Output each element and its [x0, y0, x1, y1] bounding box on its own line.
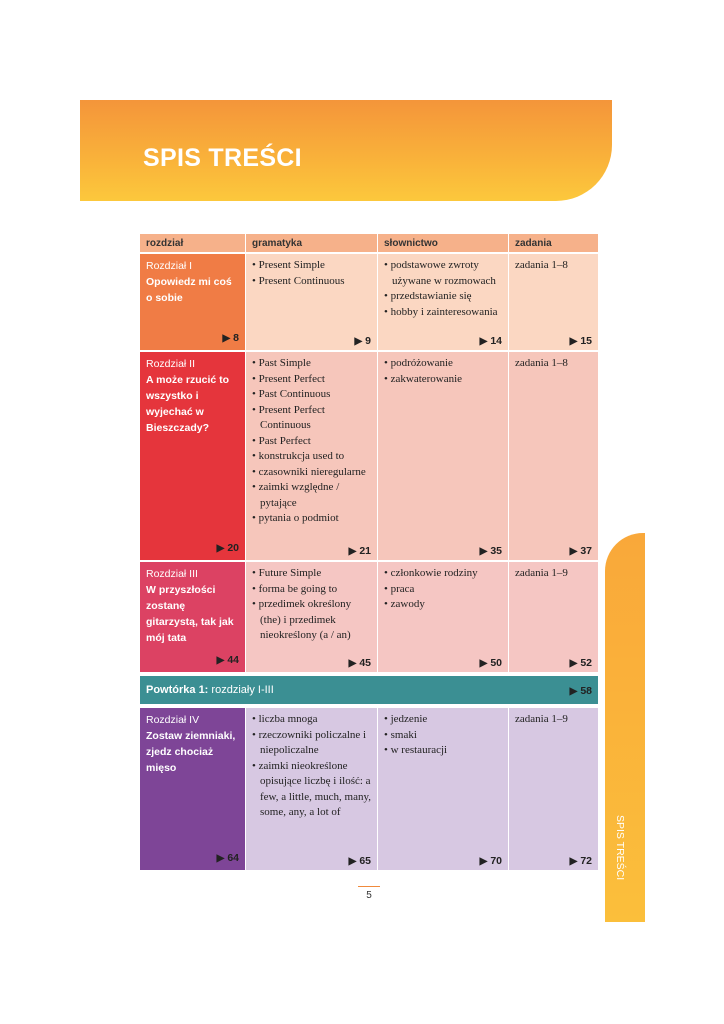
list-item: • przedimek określony (the) i przedimek nieokreślony (a / an)	[252, 597, 371, 644]
chapter-title: Opowiedz mi coś o sobie	[146, 276, 232, 304]
play-arrow-icon: ▶	[222, 333, 231, 344]
page-ref: ▶ 58	[569, 685, 592, 697]
chapter-label: Rozdział III	[146, 568, 198, 580]
list-item: • Present Continuous	[252, 274, 371, 290]
play-arrow-icon: ▶	[479, 546, 488, 557]
page-ref: ▶ 9	[354, 335, 371, 347]
play-arrow-icon: ▶	[348, 546, 357, 557]
chapter-row	[140, 708, 598, 872]
play-arrow-icon: ▶	[216, 543, 225, 554]
tasks-text: zadania 1–8	[515, 357, 568, 369]
list-item: • zaimki względne / pytające	[252, 480, 371, 511]
page-ref: ▶ 14	[479, 335, 502, 347]
tasks-cell	[509, 254, 598, 350]
page-ref: ▶ 15	[569, 335, 592, 347]
review-label-bold: Powtórka 1:	[146, 684, 209, 696]
page-ref: ▶ 52	[569, 657, 592, 669]
play-arrow-icon: ▶	[569, 686, 578, 697]
grammar-list	[252, 356, 371, 527]
page-ref: ▶ 37	[569, 545, 592, 557]
list-item: • członkowie rodziny	[384, 566, 502, 582]
header-band	[80, 100, 612, 201]
list-item: • liczba mnoga	[252, 712, 371, 728]
list-item: • zakwaterowanie	[384, 372, 502, 388]
chapter-title: A może rzucić to wszystko i wyjechać w Bieszczady?	[146, 374, 230, 434]
vocabulary-cell	[378, 254, 509, 350]
vocabulary-cell	[378, 562, 509, 672]
list-item: • przedstawianie się	[384, 289, 502, 305]
side-tab	[605, 533, 645, 922]
page-ref: ▶ 72	[569, 855, 592, 867]
page-ref: ▶ 50	[479, 657, 502, 669]
page-ref: ▶ 65	[348, 855, 371, 867]
list-item: • rzeczowniki policzalne i niepoliczalne	[252, 728, 371, 759]
play-arrow-icon: ▶	[354, 336, 363, 347]
page-ref: ▶ 21	[348, 545, 371, 557]
tasks-cell	[509, 352, 598, 560]
grammar-cell	[246, 708, 378, 870]
page-ref: ▶ 8	[222, 332, 239, 344]
chapter-row	[140, 352, 598, 562]
tasks-text: zadania 1–8	[515, 259, 568, 271]
page-ref: ▶ 35	[479, 545, 502, 557]
list-item: • pytania o podmiot	[252, 511, 371, 527]
list-item: • podstawowe zwroty używane w rozmowach	[384, 258, 502, 289]
grammar-list	[252, 258, 371, 289]
chapter-label: Rozdział I	[146, 260, 193, 272]
tasks-cell	[509, 708, 598, 870]
review-label: rozdziały I-III	[211, 684, 274, 696]
page-ref: ▶ 44	[216, 654, 239, 666]
list-item: • praca	[384, 582, 502, 598]
play-arrow-icon: ▶	[479, 336, 488, 347]
column-header-chapter: rozdział	[140, 234, 246, 252]
chapter-title: W przyszłości zostanę gitarzystą, tak jak mój tata	[146, 584, 234, 644]
list-item: • jedzenie	[384, 712, 502, 728]
chapter-title: Zostaw ziemniaki, zjedz chociaż mięso	[146, 730, 236, 774]
vocabulary-list	[384, 712, 502, 759]
vocabulary-cell	[378, 352, 509, 560]
review-row[interactable]	[140, 674, 598, 708]
list-item: • Past Continuous	[252, 387, 371, 403]
column-header-tasks: zadania	[515, 238, 552, 249]
grammar-list	[252, 566, 371, 644]
chapter-cell[interactable]	[140, 254, 246, 350]
chapter-label: Rozdział IV	[146, 714, 200, 726]
play-arrow-icon: ▶	[216, 853, 225, 864]
play-arrow-icon: ▶	[569, 856, 578, 867]
play-arrow-icon: ▶	[569, 546, 578, 557]
list-item: • Past Perfect	[252, 434, 371, 450]
tasks-text: zadania 1–9	[515, 567, 568, 579]
list-item: • Present Simple	[252, 258, 371, 274]
vocabulary-list	[384, 566, 502, 613]
chapter-cell[interactable]	[140, 708, 246, 870]
chapter-label: Rozdział II	[146, 358, 196, 370]
play-arrow-icon: ▶	[479, 856, 488, 867]
list-item: • smaki	[384, 728, 502, 744]
chapter-cell[interactable]	[140, 562, 246, 672]
play-arrow-icon: ▶	[569, 336, 578, 347]
play-arrow-icon: ▶	[348, 658, 357, 669]
grammar-list	[252, 712, 371, 821]
list-item: • forma be going to	[252, 582, 371, 598]
list-item: • konstrukcja used to	[252, 449, 371, 465]
page-ref: ▶ 20	[216, 542, 239, 554]
table-of-contents	[140, 234, 598, 872]
vocabulary-list	[384, 356, 502, 387]
grammar-cell	[246, 352, 378, 560]
grammar-cell	[246, 562, 378, 672]
play-arrow-icon: ▶	[479, 658, 488, 669]
page-title: SPIS TREŚCI	[143, 144, 302, 172]
list-item: • Present Perfect Continuous	[252, 403, 371, 434]
vocabulary-list	[384, 258, 502, 320]
column-header-grammar: gramatyka	[246, 234, 378, 252]
page-ref: ▶ 45	[348, 657, 371, 669]
chapter-cell[interactable]	[140, 352, 246, 560]
list-item: • Future Simple	[252, 566, 371, 582]
play-arrow-icon: ▶	[569, 658, 578, 669]
play-arrow-icon: ▶	[216, 655, 225, 666]
tasks-text: zadania 1–9	[515, 713, 568, 725]
vocabulary-cell	[378, 708, 509, 870]
side-tab-label: SPIS TREŚCI	[614, 815, 626, 881]
list-item: • Past Simple	[252, 356, 371, 372]
page-ref: ▶ 70	[479, 855, 502, 867]
list-item: • Present Perfect	[252, 372, 371, 388]
list-item: • hobby i zainteresowania	[384, 305, 502, 321]
list-item: • czasowniki nieregularne	[252, 465, 371, 481]
list-item: • podróżowanie	[384, 356, 502, 372]
tasks-cell	[509, 562, 598, 672]
list-item: • zawody	[384, 597, 502, 613]
list-item: • w restauracji	[384, 743, 502, 759]
chapter-row	[140, 254, 598, 352]
play-arrow-icon: ▶	[348, 856, 357, 867]
page-number: 5	[358, 886, 380, 901]
chapter-row	[140, 562, 598, 674]
table-header	[140, 234, 598, 254]
page-ref: ▶ 64	[216, 852, 239, 864]
column-header-vocabulary: słownictwo	[378, 234, 509, 252]
list-item: • zaimki nieokreślone opisujące liczbę i ilość: a few, a little, much, many, some, any, a lot of	[252, 759, 371, 821]
grammar-cell	[246, 254, 378, 350]
